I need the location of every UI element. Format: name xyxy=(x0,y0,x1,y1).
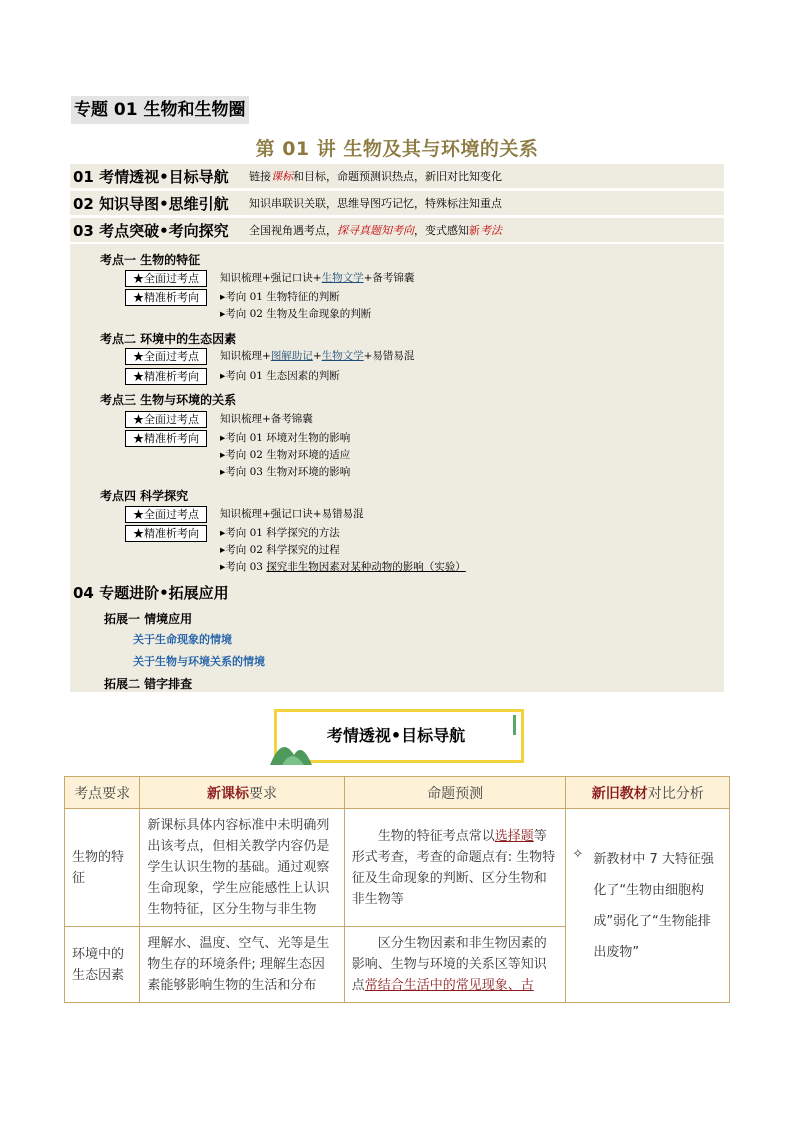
banner-title: 考情透视•目标导航 xyxy=(326,726,466,745)
cell-comparison: ✧ 新教材中 7 大特征强化了“生物由细胞构成”弱化了“生物能排出废物” xyxy=(566,809,730,1003)
header-cell: 新课标要求 xyxy=(140,777,344,809)
kd-4-dir-3[interactable]: ▸考向 03 探究非生物因素对某种动物的影响（实验） xyxy=(220,561,466,573)
tag-all-points: ★全面过考点 xyxy=(125,348,207,365)
topic-title: 专题 01 生物和生物圈 xyxy=(71,96,249,124)
kd-2-dir-1[interactable]: ▸考向 01 生态因素的判断 xyxy=(220,370,340,382)
tag-all-points: ★全面过考点 xyxy=(125,506,207,523)
ext-2-title[interactable]: 拓展二 错字排查 xyxy=(104,677,193,691)
table-of-contents xyxy=(70,164,724,692)
table-row xyxy=(65,809,730,927)
kd-4-title[interactable]: 考点四 科学探究 xyxy=(100,489,189,503)
toc-section-2[interactable] xyxy=(73,191,502,215)
kd-4-line: 知识梳理+强记口诀+易错易混 xyxy=(220,508,364,520)
tag-directions: ★精准析考向 xyxy=(125,368,207,385)
ext-1-title[interactable]: 拓展一 情境应用 xyxy=(104,612,193,626)
tag-all-points: ★全面过考点 xyxy=(125,411,207,428)
section-name: 04 专题进阶•拓展应用 xyxy=(73,583,229,602)
toc-section-1[interactable] xyxy=(73,164,502,188)
toc-section-4[interactable] xyxy=(73,580,249,604)
table-header-row xyxy=(65,777,730,809)
cell-standard: 理解水、温度、空气、光等是生物生存的环境条件; 理解生态因素能够影响生物的生活和分布 xyxy=(140,927,344,1003)
kd-4-dir-1[interactable]: ▸考向 01 科学探究的方法 xyxy=(220,527,340,539)
ext-1-item-2[interactable]: 关于生物与环境关系的情境 xyxy=(133,655,265,668)
kd-2-title[interactable]: 考点二 环境中的生态因素 xyxy=(100,332,237,346)
header-cell: 新旧教材对比分析 xyxy=(566,777,730,809)
ext-1-item-1[interactable]: 关于生命现象的情境 xyxy=(133,633,232,646)
kd-1-dir-1[interactable]: ▸考向 01 生物特征的判断 xyxy=(220,291,340,303)
kd-1-line: 知识梳理+强记口诀+生物文学+备考锦囊 xyxy=(220,272,415,284)
kd-3-dir-3[interactable]: ▸考向 03 生物对环境的影响 xyxy=(220,466,351,478)
section-banner xyxy=(270,709,522,761)
kd-3-title[interactable]: 考点三 生物与环境的关系 xyxy=(100,393,237,407)
toc-section-3[interactable] xyxy=(73,218,502,242)
kd-3-dir-2[interactable]: ▸考向 02 生物对环境的适应 xyxy=(220,449,351,461)
section-name: 01 考情透视•目标导航 xyxy=(73,167,229,186)
header-cell: 命题预测 xyxy=(344,777,566,809)
tag-all-points: ★全面过考点 xyxy=(125,270,207,287)
header-cell: 考点要求 xyxy=(65,777,140,809)
tag-directions: ★精准析考向 xyxy=(125,289,207,306)
lecture-title: 第 01 讲 生物及其与环境的关系 xyxy=(255,138,539,160)
cell-prediction: 区分生物因素和非生物因素的影响、生物与环境的关系区等知识点常结合生活中的常见现象、古 xyxy=(344,927,566,1003)
diamond-bullet-icon: ✧ xyxy=(572,846,584,862)
section-desc: 知识串联识关联，思维导图巧记忆，特殊标注知重点 xyxy=(249,197,502,210)
kd-3-dir-1[interactable]: ▸考向 01 环境对生物的影响 xyxy=(220,432,351,444)
kd-4-dir-2[interactable]: ▸考向 02 科学探究的过程 xyxy=(220,544,340,556)
cell-topic: 环境中的生态因素 xyxy=(65,927,140,1003)
cell-standard: 新课标具体内容标准中未明确列出该考点，但相关教学内容仍是学生认识生物的基础。通过观察生命现象，学生应能感性上认识生物特征，区分生物与非生物 xyxy=(140,809,344,927)
section-name: 03 考点突破•考向探究 xyxy=(73,221,229,240)
tag-directions: ★精准析考向 xyxy=(125,430,207,447)
cell-topic: 生物的特征 xyxy=(65,809,140,927)
section-desc: 全国视角遇考点，探寻真题知考向，变式感知新考法 xyxy=(249,224,502,237)
section-desc: 链接课标和目标，命题预测识热点，新旧对比知变化 xyxy=(249,170,502,183)
kd-1-title[interactable]: 考点一 生物的特征 xyxy=(100,253,201,267)
cell-prediction: 生物的特征考点常以选择题等形式考查，考查的命题点有: 生物特征及生命现象的判断、区分生物和非生物等 xyxy=(344,809,566,927)
kd-2-line: 知识梳理+图解助记+生物文学+易错易混 xyxy=(220,350,415,362)
kd-1-dir-2[interactable]: ▸考向 02 生物及生命现象的判断 xyxy=(220,308,372,320)
kd-3-line: 知识梳理+备考锦囊 xyxy=(220,413,313,425)
section-name: 02 知识导图•思维引航 xyxy=(73,194,229,213)
tag-directions: ★精准析考向 xyxy=(125,525,207,542)
exam-analysis-table xyxy=(64,776,730,1003)
